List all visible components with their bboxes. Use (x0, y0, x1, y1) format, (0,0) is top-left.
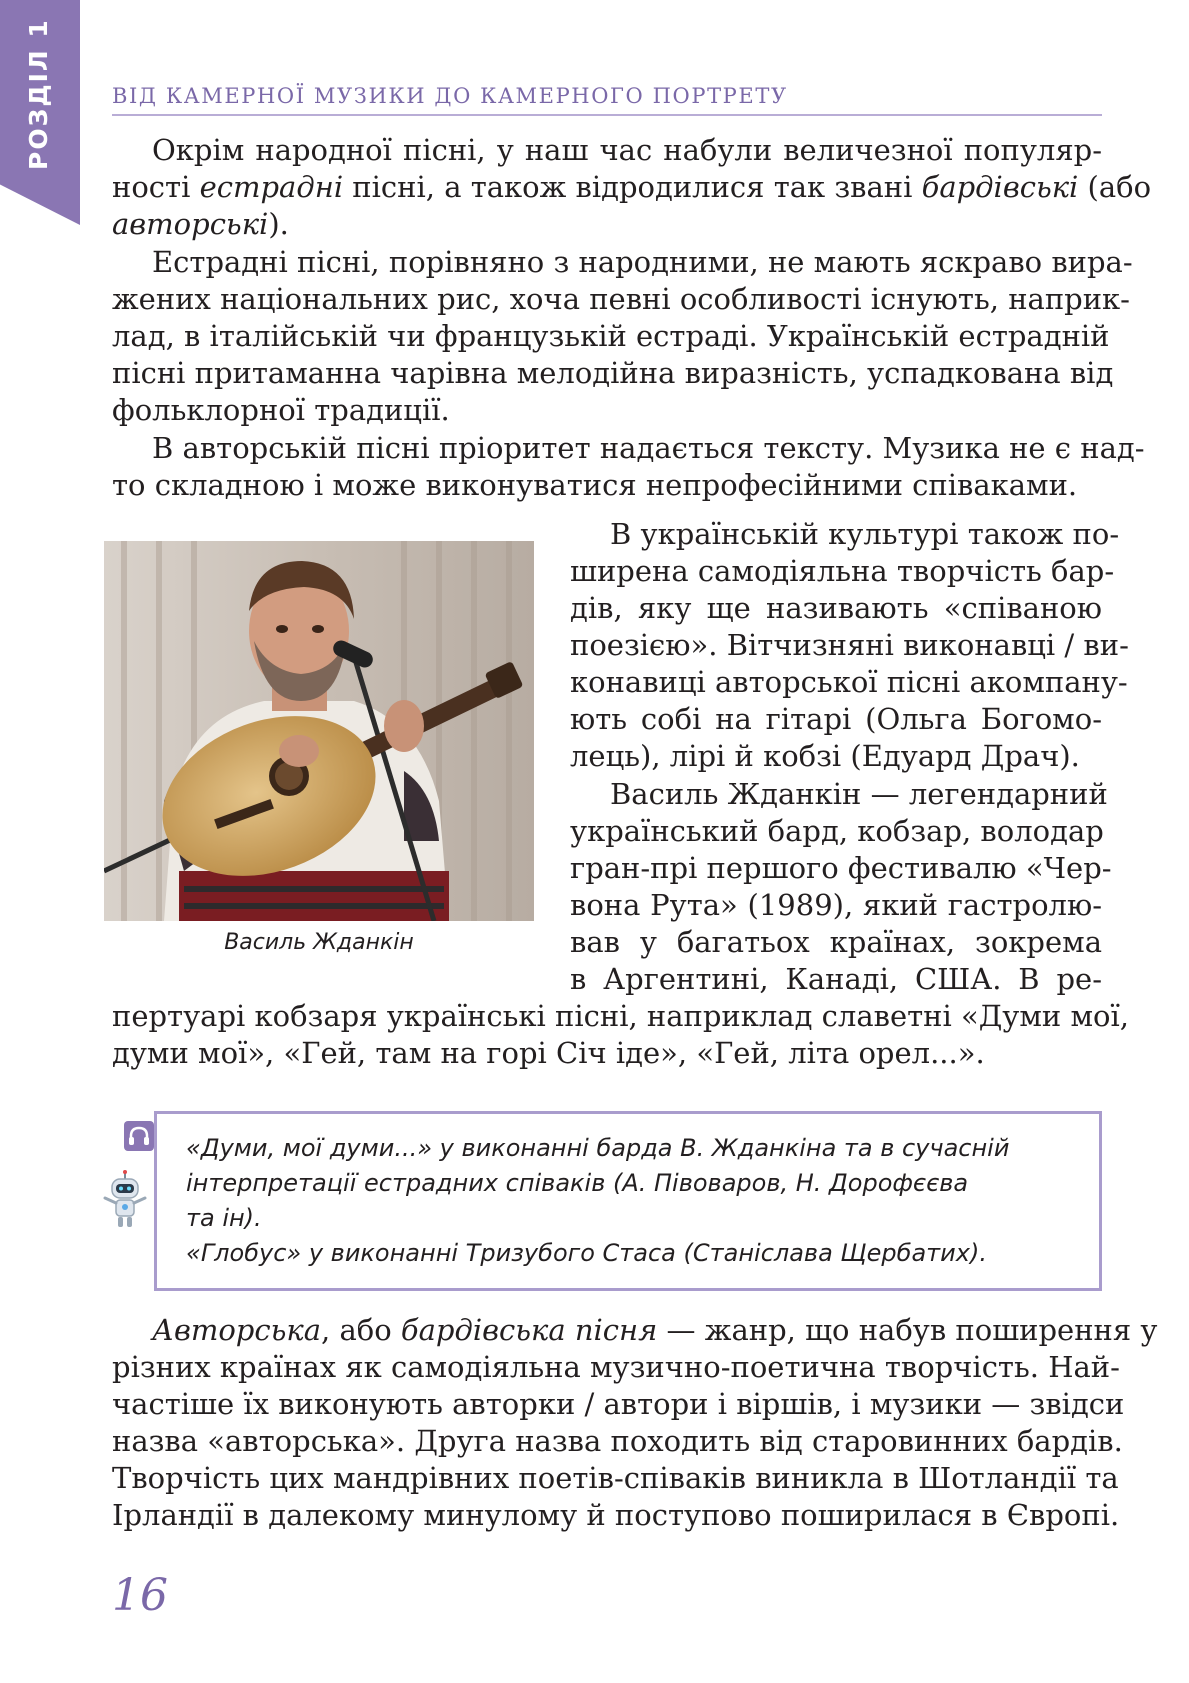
photo-vasyl-zhdankin (104, 541, 534, 921)
paragraph-2 (112, 244, 1133, 429)
text-run: — жанр, що набув поширення у (657, 1313, 1158, 1347)
italic-term: бардівська пісня (400, 1313, 658, 1347)
text-run: пісні, а також відродилися так звані (343, 170, 922, 204)
italic-term: бардівські (921, 170, 1079, 204)
text-line: жених національних рис, хоча певні особливості існують, наприк- (112, 282, 1130, 316)
listening-box-text (186, 1131, 1086, 1271)
chapter-tab-label: РОЗДІЛ 1 (24, 18, 53, 170)
text-line: Естрадні пісні, порівняно з народними, не мають яскраво вира- (152, 245, 1133, 279)
listening-item-line: інтерпретації естрадних співаків (А. Півоваров, Н. Дорофєєва (186, 1169, 969, 1197)
text-line: дів, яку ще називають «співаною (570, 591, 1102, 625)
text-line: Творчість цих мандрівних поетів-співаків виникла в Шотландії та (112, 1461, 1119, 1495)
text-line: український бард, кобзар, володар (570, 814, 1104, 848)
text-line: назва «авторська». Друга назва походить від старовинних бардів. (112, 1424, 1123, 1458)
paragraph-6 (112, 1312, 1158, 1534)
text-line: гран-прі першого фестивалю «Чер- (570, 851, 1112, 885)
text-line: поезією». Вітчизняні виконавці / ви- (570, 628, 1129, 662)
paragraph-1 (112, 132, 1152, 243)
paragraph-5-wide (112, 998, 1129, 1072)
text-line: вона Рута» (1989), який гастролю- (570, 888, 1102, 922)
text-run: ності (112, 170, 200, 204)
paragraph-3 (112, 430, 1145, 504)
text-line: пертуарі кобзаря українські пісні, наприклад славетні «Думи мої, (112, 999, 1129, 1033)
text-line: різних країнах як самодіяльна музично-поетична творчість. Най- (112, 1350, 1120, 1384)
robot-icon (98, 1170, 152, 1230)
text-line: лад, в італійській чи французькій естраді. Українській естрадній (112, 319, 1110, 353)
headphones-icon (124, 1121, 154, 1151)
paragraph-4 (570, 516, 1129, 775)
text-line: Ірландії в далекому минулому й поступово поширилася в Європі. (112, 1498, 1120, 1532)
text-line (112, 206, 1102, 243)
header-divider (112, 114, 1102, 116)
running-header: ВІД КАМЕРНОЇ МУЗИКИ ДО КАМЕРНОГО ПОРТРЕТУ (112, 84, 788, 108)
text-run: , або (321, 1313, 401, 1347)
text-run: (або (1078, 170, 1152, 204)
italic-term: естрадні (199, 170, 344, 204)
text-line: пісні притаманна чарівна мелодійна виразність, успадкована від (112, 356, 1114, 390)
text-line: лець), лірі й кобзі (Едуард Драч). (570, 739, 1080, 773)
page-number: 16 (112, 1570, 168, 1621)
text-line: ють собі на гітарі (Ольга Богомо- (570, 702, 1102, 736)
text-run: ). (268, 207, 289, 241)
text-line: вав у багатьох країнах, зокрема (570, 925, 1102, 959)
text-line: В авторській пісні пріоритет надається тексту. Музика не є над- (152, 431, 1145, 465)
text-line: В українській культурі також по- (610, 517, 1120, 551)
text-line: в Аргентині, Канаді, США. В ре- (570, 962, 1102, 996)
italic-term: Авторська (152, 1313, 322, 1347)
text-line: Окрім народної пісні, у наш час набули величезної популяр- (152, 133, 1102, 167)
listening-item-line: «Глобус» у виконанні Тризубого Стаса (Станіслава Щербатих). (186, 1239, 987, 1267)
bard-photo-illustration (104, 541, 534, 921)
text-line: частіше їх виконують авторки / автори і віршів, і музики — звідси (112, 1387, 1125, 1421)
text-line: конавиці авторської пісні акомпану- (570, 665, 1128, 699)
text-line: то складною і може виконуватися непрофесійними співаками. (112, 468, 1078, 502)
text-line: думи мої», «Гей, там на горі Січ іде», «Гей, літа орел...». (112, 1036, 985, 1070)
listening-item-line: «Думи, мої думи...» у виконанні барда В. Жданкіна та в сучасній (186, 1134, 1010, 1162)
text-line (112, 169, 1152, 206)
text-line: фольклорної традиції. (112, 393, 450, 427)
text-line (112, 1312, 1158, 1349)
listening-item-line: та ін). (186, 1204, 262, 1232)
text-line: Василь Жданкін — легендарний (610, 777, 1108, 811)
photo-caption: Василь Жданкін (224, 930, 414, 955)
italic-term: авторські (112, 207, 269, 241)
text-line: ширена самодіяльна творчість бар- (570, 554, 1115, 588)
paragraph-5-narrow (570, 776, 1112, 998)
